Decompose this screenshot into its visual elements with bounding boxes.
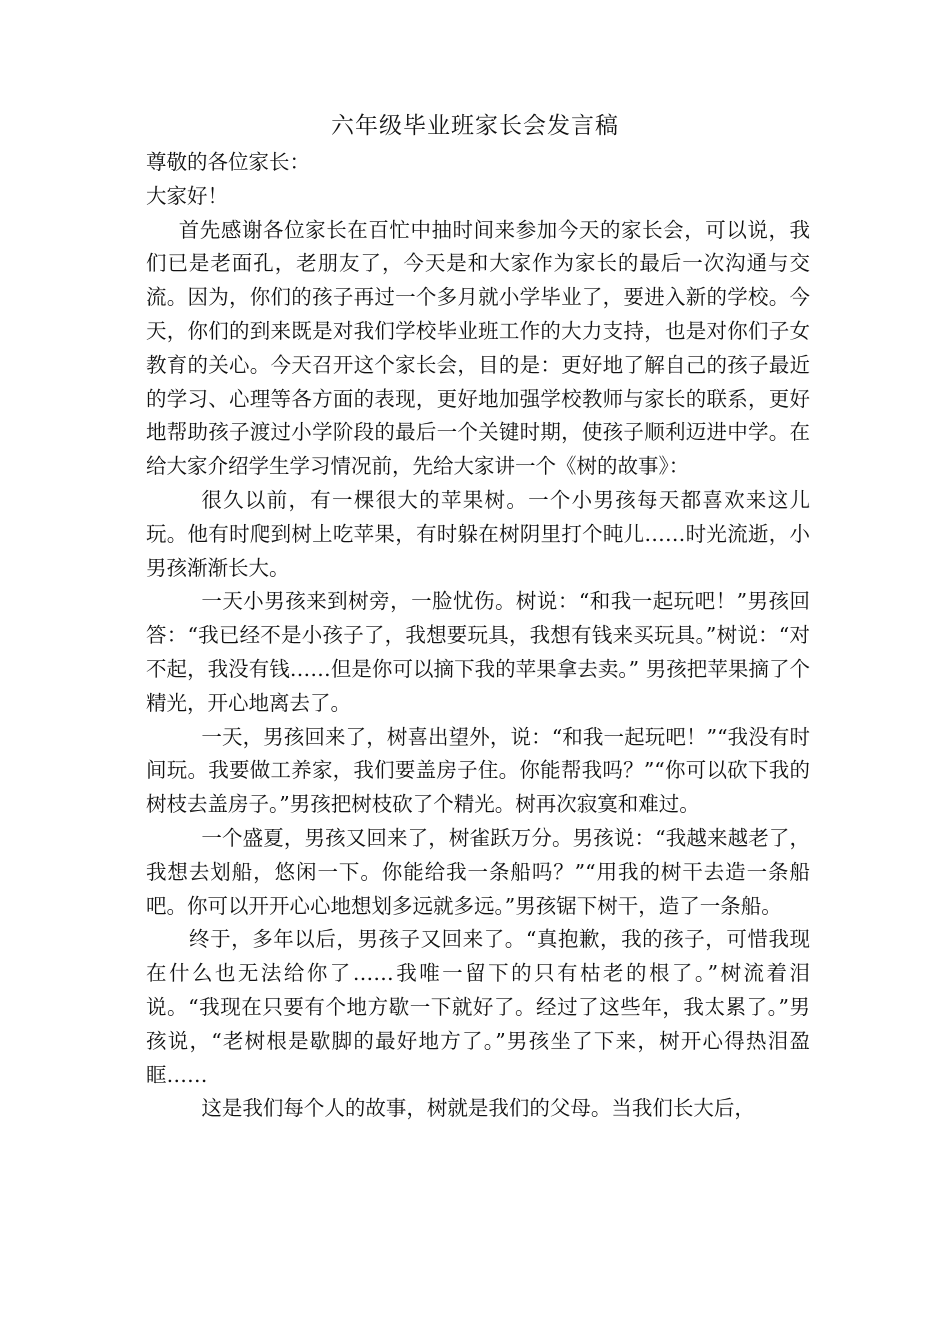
document-title: 六年级毕业班家长会发言稿: [331, 113, 619, 139]
paragraph-story-1: 很久以前，有一棵很大的苹果树。一个小男孩每天都喜欢来这儿玩。他有时爬到树上吃苹果，有时躲在树阴里打个盹儿……时光流逝，小男孩渐渐长大。: [146, 487, 810, 580]
paragraph-intro: 首先感谢各位家长在百忙中抽时间来参加今天的家长会，可以说，我们已是老面孔，老朋友了，今天是和大家作为家长的最后一次沟通与交流。因为，你们的孩子再过一个多月就小学毕业了，要进入新的学校。今天，你们的到来既是对我们学校毕业班工作的大力支持，也是对你们子女教育的关心。今天召开这个家长会，目的是：更好地了解自己的孩子最近的学习、心理等各方面的表现，更好地加强学校教师与家长的联系，更好地帮助孩子渡过小学阶段的最后一个关键时期，使孩子顺利迈进中学。在给大家介绍学生学习情况前，先给大家讲一个《树的故事》：: [146, 217, 810, 479]
paragraph-conclusion: 这是我们每个人的故事，树就是我们的父母。当我们长大后，: [201, 1096, 755, 1121]
paragraph-story-2: 一天小男孩来到树旁，一脸忧伤。树说：“和我一起玩吧！”男孩回答：“我已经不是小孩子了，我想要玩具，我想有钱来买玩具。”树说：“对不起，我没有钱……但是你可以摘下我的苹果拿去卖。” 男孩把苹果摘了个精光，开心地离去了。: [146, 589, 810, 715]
paragraph-story-4: 一个盛夏，男孩又回来了，树雀跃万分。男孩说：“我越来越老了，我想去划船，悠闲一下。你能给我一条船吗？”“用我的树干去造一条船吧。你可以开开心心地想划多远就多远。”男孩锯下树干，造了一条船。: [146, 825, 810, 918]
paragraph-story-3: 一天，男孩回来了，树喜出望外，说：“和我一起玩吧！”“我没有时间玩。我要做工养家，我们要盖房子住。你能帮我吗？”“你可以砍下我的树枝去盖房子。”男孩把树枝砍了个精光。树再次寂寞和难过。: [146, 724, 810, 817]
greeting: 大家好！: [146, 183, 228, 208]
paragraph-story-5: 终于，多年以后，男孩子又回来了。“真抱歉，我的孩子，可惜我现在什么也无法给你了……我唯一留下的只有枯老的根了。”树流着泪说。“我现在只要有个地方歇一下就好了。经过了这些年，我太累了。”男孩说，“老树根是歇脚的最好地方了。”男孩坐了下来，树开心得热泪盈眶……: [146, 927, 810, 1087]
salutation: 尊敬的各位家长：: [146, 150, 310, 174]
document-body: [146, 146, 810, 1126]
